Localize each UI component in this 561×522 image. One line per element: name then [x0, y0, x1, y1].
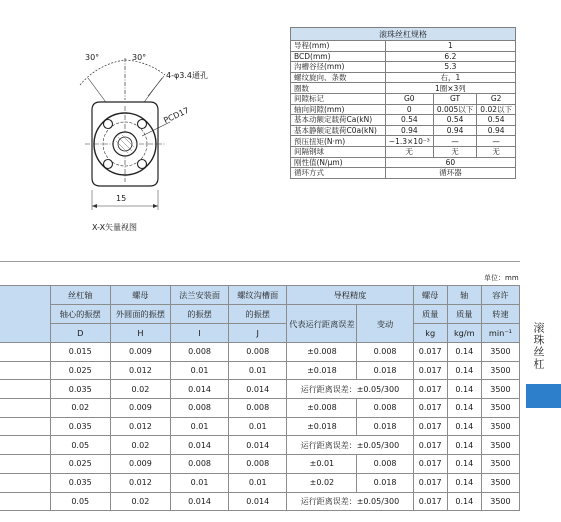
table-cell: 0.01: [170, 361, 228, 380]
table-cell: 3500: [481, 492, 519, 511]
table-cell: 0.014: [170, 380, 228, 399]
row-group-cell: [0, 417, 50, 436]
table-cell: 0.008: [170, 455, 228, 474]
header-flange: 法兰安装面: [170, 286, 228, 305]
table-cell: 3500: [481, 417, 519, 436]
table-cell: 0.14: [447, 399, 481, 418]
table-cell: 0.018: [357, 473, 413, 492]
table-cell: ±0.008: [287, 399, 357, 418]
width-dimension-label: 15: [116, 194, 127, 203]
table-cell: 0.025: [50, 361, 110, 380]
ball-screw-spec-table: [290, 27, 516, 179]
table-cell: 0.008: [170, 399, 228, 418]
header-nut-mass: 螺母: [413, 286, 447, 305]
table-cell: 0.017: [413, 380, 447, 399]
header-shaft-mass: 轴: [447, 286, 481, 305]
side-tab-label: 滚珠丝杠: [532, 322, 545, 370]
row-group-cell: [0, 361, 50, 380]
table-cell: 0.017: [413, 492, 447, 511]
accuracy-table: 丝杠轴 螺母 法兰安装面 螺纹沟槽面 导程精度 螺母 轴 容许 轴心的振摆 外圆面的振摆 的振摆 的振摆 代表运行距离误差 变动 质量 质量 转速 D H I J kg kg/m min⁻¹ 0.015 0.009 0.008 0.008 ±0.008 0.008 0.017 0.14 3500 0.025 0.012 0.01 0.01 ±0.018 0.018 0.017 0.14 3500 0.035 0.02 0.014 0.014 运行距离误差：±0.05/300 0.017 0.14 3500 0.02 0.009 0.008 0.008 ±0.008 0.008 0.017 0.14 3500 0.035 0.012 0.01 0.01 ±0.018 0.018 0.017 0.14 3500 0.05 0.02 0.014 0.014 运行距离误差：±0.05/300 0.017 0.14 3500 0.025 0.009 0.008 0.008 ±0.01 0.008 0.017 0.14 3500 0.035 0.012 0.01 0.01 ±0.02 0.018 0.017 0.14 3500 0.05 0.02 0.014 0.014 运行距离误差：±0.05/300 0.017 0.14 3500: [0, 285, 520, 511]
spec-row: 基本动额定载荷Ca(kN) 0.54 0.54 0.54: [291, 115, 516, 126]
table-cell: 0.017: [413, 473, 447, 492]
table-cell: 0.14: [447, 417, 481, 436]
table-cell: 0.035: [50, 417, 110, 436]
table-cell: 0.008: [229, 455, 287, 474]
table-cell: 0.02: [50, 399, 110, 418]
row-group-cell: [0, 399, 50, 418]
table-cell: 0.008: [229, 399, 287, 418]
table-cell: 0.017: [413, 417, 447, 436]
spec-row: 循环方式 循环器: [291, 168, 516, 179]
spec-row: 圈数 1圈×3列: [291, 83, 516, 94]
pcd-label: PCD17: [162, 105, 191, 126]
angle-right-label: 30°: [132, 53, 147, 62]
table-row: [0, 473, 520, 492]
table-cell: 0.02: [110, 436, 170, 455]
table-cell: 3500: [481, 473, 519, 492]
spec-row: BCD(mm) 6.2: [291, 51, 516, 62]
spec-row: 预压扭矩(N·m) ~1.3×10⁻³ — —: [291, 136, 516, 147]
table-cell: 0.008: [357, 399, 413, 418]
table-row: [0, 343, 520, 362]
table-cell: 0.02: [110, 380, 170, 399]
spec-row: 螺纹旋向、条数 右，1: [291, 72, 516, 83]
table-cell: 0.14: [447, 455, 481, 474]
table-cell: ±0.008: [287, 343, 357, 362]
spec-row: 沟槽谷径(mm) 5.3: [291, 62, 516, 73]
table-cell: 0.012: [110, 417, 170, 436]
table-cell: 0.018: [357, 361, 413, 380]
table-cell: 0.017: [413, 361, 447, 380]
row-group-cell: [0, 473, 50, 492]
table-cell: 0.01: [170, 473, 228, 492]
table-cell: 0.009: [110, 399, 170, 418]
table-cell: 3500: [481, 343, 519, 362]
row-group-cell: [0, 455, 50, 474]
table-cell: 0.01: [229, 473, 287, 492]
hole-note-label: 4-φ3.4通孔: [166, 71, 208, 80]
table-cell: 0.14: [447, 473, 481, 492]
table-cell: 0.017: [413, 399, 447, 418]
table-cell: 3500: [481, 399, 519, 418]
spec-title: 滚珠丝杠规格: [291, 28, 516, 41]
table-cell: 0.014: [229, 436, 287, 455]
spec-row: 刚性值(N/μm) 60: [291, 157, 516, 168]
flange-view-svg: [60, 40, 265, 240]
table-cell: 0.017: [413, 343, 447, 362]
table-cell: 0.014: [170, 436, 228, 455]
table-cell: ±0.02: [287, 473, 357, 492]
header-nut: 螺母: [110, 286, 170, 305]
section-divider: [0, 261, 520, 262]
table-cell: 3500: [481, 380, 519, 399]
table-cell: 0.014: [229, 380, 287, 399]
table-cell: 0.008: [357, 343, 413, 362]
header-allowable-speed: 容许: [481, 286, 519, 305]
table-cell: 0.009: [110, 455, 170, 474]
table-cell: ±0.01: [287, 455, 357, 474]
table-cell: 0.01: [229, 417, 287, 436]
header-lead-accuracy: 导程精度: [287, 286, 413, 305]
row-group-cell: [0, 343, 50, 362]
spec-row: 轴向间隙(mm) 0 0.005以下 0.02以下: [291, 104, 516, 115]
table-cell: 0.035: [50, 473, 110, 492]
table-row: [0, 399, 520, 418]
table-row: [0, 417, 520, 436]
table-cell: 0.05: [50, 492, 110, 511]
spec-row: 导程(mm) 1: [291, 41, 516, 52]
table-cell: 3500: [481, 436, 519, 455]
header-shaft: 丝杠轴: [50, 286, 110, 305]
side-tab-marker: [526, 384, 561, 408]
table-row: [0, 455, 520, 474]
header-blank: [0, 286, 50, 343]
table-cell: 0.014: [229, 492, 287, 511]
table-cell: 0.014: [170, 492, 228, 511]
table-cell: 0.008: [229, 343, 287, 362]
table-row: [0, 436, 520, 455]
table-cell: 0.01: [170, 417, 228, 436]
nut-flange-drawing: [60, 40, 265, 240]
spec-grade-row: 间隙标记 G0 GT G2: [291, 93, 516, 104]
table-cell: 3500: [481, 455, 519, 474]
table-cell: 0.035: [50, 380, 110, 399]
table-cell: 0.009: [110, 343, 170, 362]
spec-row: 基本静额定载荷C0a(kN) 0.94 0.94 0.94: [291, 125, 516, 136]
table-cell: 0.14: [447, 361, 481, 380]
unit-label: 单位：mm: [484, 274, 519, 282]
table-cell: 0.14: [447, 380, 481, 399]
table-cell: ±0.018: [287, 361, 357, 380]
table-cell: 0.14: [447, 492, 481, 511]
angle-left-label: 30°: [85, 53, 100, 62]
row-group-cell: [0, 380, 50, 399]
table-cell: 运行距离误差：±0.05/300: [287, 436, 413, 455]
table-cell: 运行距离误差：±0.05/300: [287, 492, 413, 511]
table-cell: 3500: [481, 361, 519, 380]
row-group-cell: [0, 492, 50, 511]
table-cell: 0.012: [110, 361, 170, 380]
table-cell: 0.012: [110, 473, 170, 492]
spec-row: 间隔钢球 无 无 无: [291, 146, 516, 157]
table-cell: 0.017: [413, 436, 447, 455]
table-cell: 0.05: [50, 436, 110, 455]
table-row: [0, 492, 520, 511]
table-cell: 0.01: [229, 361, 287, 380]
table-cell: 0.14: [447, 436, 481, 455]
table-cell: 0.14: [447, 343, 481, 362]
table-row: [0, 380, 520, 399]
table-cell: ±0.018: [287, 417, 357, 436]
header-thread: 螺纹沟槽面: [229, 286, 287, 305]
table-cell: 0.017: [413, 455, 447, 474]
table-cell: 0.008: [170, 343, 228, 362]
table-cell: 0.02: [110, 492, 170, 511]
table-cell: 0.015: [50, 343, 110, 362]
table-cell: 运行距离误差：±0.05/300: [287, 380, 413, 399]
table-row: [0, 361, 520, 380]
table-cell: 0.025: [50, 455, 110, 474]
table-cell: 0.008: [357, 455, 413, 474]
table-cell: 0.018: [357, 417, 413, 436]
row-group-cell: [0, 436, 50, 455]
accuracy-table-body: [0, 343, 520, 511]
view-caption: X-X矢量视图: [92, 223, 138, 232]
